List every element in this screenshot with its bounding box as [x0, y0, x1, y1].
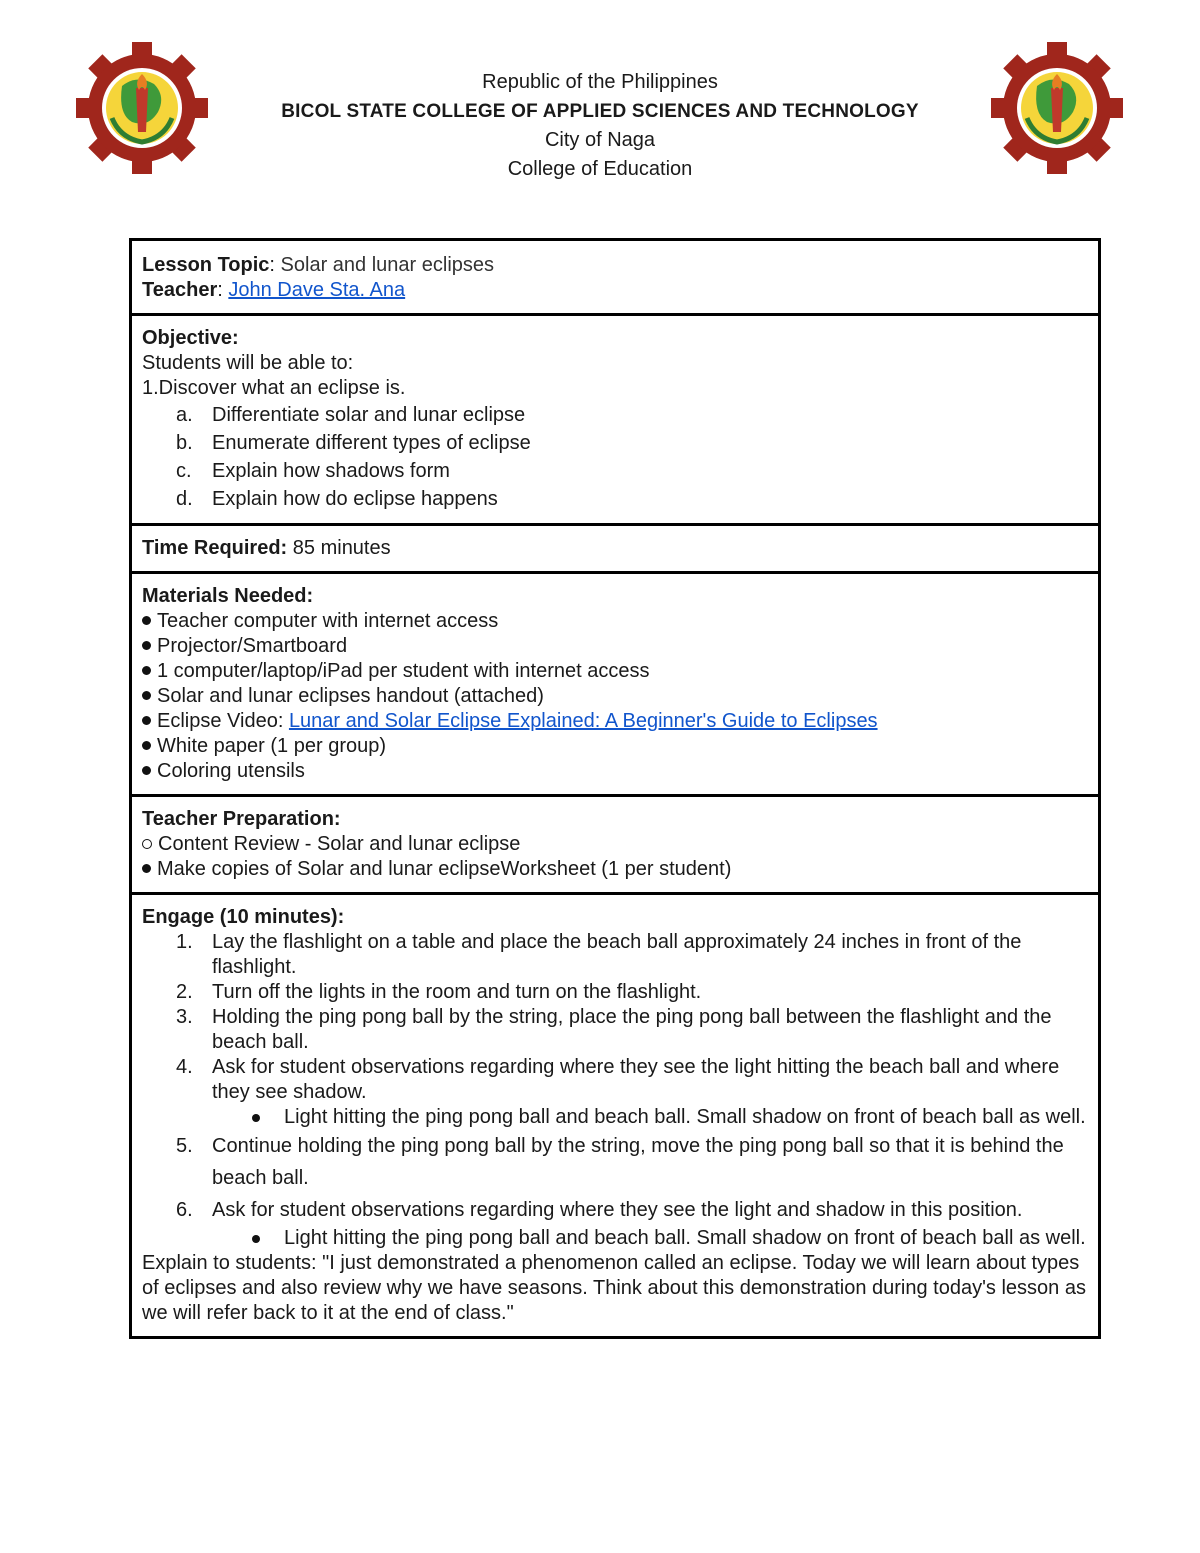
- video-link[interactable]: Lunar and Solar Eclipse Explained: A Beginner's Guide to Eclipses: [288, 710, 878, 732]
- engage-label: Engage (10 minutes):: [142, 906, 345, 928]
- city-line: City of Naga: [544, 129, 656, 151]
- lesson-plan-table: [129, 238, 1101, 1339]
- engage-step: 1. Lay the flashlight on a table and place the beach ball approximately 24 inches in front of the flashlight.: [176, 931, 1022, 978]
- engage-step: 6. Ask for student observations regarding where they see the light and shadow in this position. Light hitting the ping pong ball and beach ball. Small shadow on front of beach ball as well.: [142, 1194, 1088, 1251]
- department-line: College of Education: [507, 158, 693, 180]
- engage-substep-list: [212, 1105, 1088, 1130]
- engage-substep: Light hitting the ping pong ball and beach ball. Small shadow on front of beach ball as well.: [142, 1226, 1088, 1251]
- republic-line: Republic of the Philippines: [482, 71, 718, 93]
- engage-closing: Explain to students: "I just demonstrated a phenomenon called an eclipse. Today we will learn about types of eclipses and also review why we have seasons. Think about this demonstration during today's lesson as we will refer back to it at the end of class.": [142, 1252, 1086, 1324]
- engage-step: 2. Turn off the lights in the room and turn on the flashlight.: [176, 981, 702, 1003]
- material-item: Teacher computer with internet access: [142, 609, 1088, 634]
- preparation-list: [142, 832, 1088, 882]
- material-item: Eclipse Video: Lunar and Solar Eclipse Explained: A Beginner's Guide to Eclipses: [142, 709, 1088, 734]
- objective-label: Objective:: [142, 327, 239, 349]
- time-value: 85 minutes: [292, 537, 391, 559]
- objective-item: a. Differentiate solar and lunar eclipse: [176, 404, 526, 426]
- preparation-label: Teacher Preparation:: [142, 808, 341, 830]
- time-label: Time Required:: [142, 537, 288, 559]
- material-item: White paper (1 per group): [142, 734, 1088, 759]
- letterhead: [0, 68, 1200, 184]
- preparation-item: Content Review - Solar and lunar eclipse: [142, 832, 1088, 857]
- engage-substep: Light hitting the ping pong ball and beach ball. Small shadow on front of beach ball as well.: [142, 1105, 1088, 1130]
- materials-row: [131, 573, 1100, 796]
- material-item: Coloring utensils: [142, 759, 1088, 784]
- topic-value: Solar and lunar eclipses: [280, 254, 495, 276]
- materials-label: Materials Needed:: [142, 585, 314, 607]
- objective-intro: Students will be able to:: [142, 352, 354, 374]
- objective-item: d. Explain how do eclipse happens: [176, 488, 498, 510]
- engage-substep-list: [212, 1226, 1088, 1251]
- time-row: [131, 525, 1100, 573]
- objective-item: b. Enumerate different types of eclipse: [176, 432, 531, 454]
- topic-label: Lesson Topic: [142, 254, 270, 276]
- engage-row: [131, 894, 1100, 1338]
- materials-list: [142, 609, 1088, 784]
- objective-item: c. Explain how shadows form: [176, 460, 450, 482]
- preparation-row: [131, 796, 1100, 894]
- engage-step: 5. Continue holding the ping pong ball by the string, move the ping pong ball so that it is behind the beach ball.: [176, 1135, 1064, 1189]
- engage-steps: [142, 930, 1088, 1251]
- material-item: Projector/Smartboard: [142, 634, 1088, 659]
- lesson-info-row: Lesson Topic: Solar and lunar eclipses Teacher: John Dave Sta. Ana: [131, 240, 1100, 315]
- engage-step: 4. Ask for student observations regarding where they see the light hitting the beach ball and where they see shadow. Light hitting the ping pong ball and beach ball. Small shadow on front of beach ball as well.: [142, 1055, 1088, 1130]
- material-item: Solar and lunar eclipses handout (attached): [142, 684, 1088, 709]
- objective-row: [131, 315, 1100, 525]
- preparation-item: Make copies of Solar and lunar eclipseWorksheet (1 per student): [142, 857, 1088, 882]
- teacher-label: Teacher: [142, 279, 218, 301]
- objective-main: 1.Discover what an eclipse is.: [142, 377, 406, 399]
- material-item: 1 computer/laptop/iPad per student with internet access: [142, 659, 1088, 684]
- teacher-link[interactable]: John Dave Sta. Ana: [228, 279, 406, 301]
- college-name: BICOL STATE COLLEGE OF APPLIED SCIENCES AND TECHNOLOGY: [281, 101, 919, 122]
- engage-step: 3. Holding the ping pong ball by the string, place the ping pong ball between the flashlight and the beach ball.: [176, 1006, 1052, 1053]
- objective-sublist: [142, 401, 1088, 513]
